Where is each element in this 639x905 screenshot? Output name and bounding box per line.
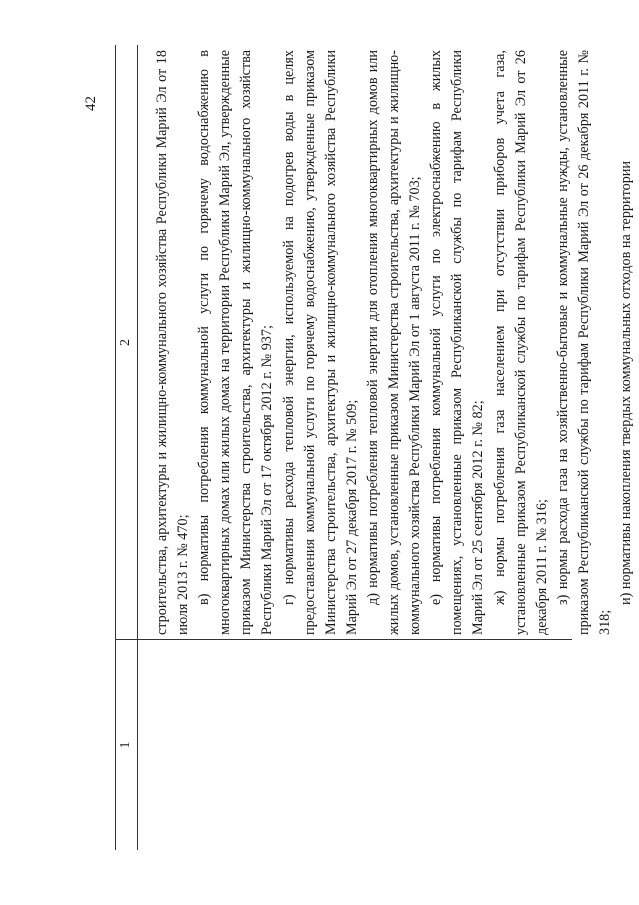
- paragraph-item-i: и) нормативы накопления твердых коммунальных отходов на территории: [618, 161, 635, 605]
- paragraph-continuation: строительства, архитектуры и жилищно-коммунального хозяйства Республики Марий Эл от 18 июля 2013 г. № 470;: [154, 50, 192, 635]
- paragraph-item-d: д) нормативы потребления тепловой энергии для отопления многоквартирных домов или жилых домов, установленные приказом Министерства строительства, архитектуры и жилищно-коммунального хозяйства Республики Марий Эл от 1 августа 2011 г. № 703;: [364, 50, 424, 635]
- column-header-1: 1: [118, 741, 133, 749]
- table-top-border: [115, 45, 116, 850]
- rotated-table: [115, 45, 635, 850]
- paragraph-item-e: е) нормативы потребления коммунальной услуги по электроснабжению в жилых помещениях, установленные приказом Республиканской службы по тарифам Республики Марий Эл от 25 сентября 2012 г. № 82;: [428, 50, 487, 635]
- paragraph-item-g: г) нормативы расхода тепловой энергии, используемой на подогрев воды в целях предоставления коммунальной услуги по горячему водоснабжению, утвержденные приказом Министерства строительства, архитектуры и жилищно-коммунального хозяйства Республики Марий Эл от 27 декабря 2017 г. № 509;: [280, 50, 360, 635]
- paragraph-item-z: з) нормы расхода газа на хозяйственно-бытовые и коммунальные нужды, установленные приказом Республиканской службы по тарифам Республики Марий Эл от 26 декабря 2011 г. № 318;: [554, 50, 613, 635]
- page-number: 42: [83, 96, 99, 111]
- column-2-content: [152, 50, 637, 635]
- column-divider: [115, 639, 572, 640]
- paragraph-item-v: в) нормативы потребления коммунальной услуги по горячему водоснабжению в многоквартирных домах или жилых домах на территории Республики Марий Эл, утвержденные приказом Министерства строительства, архитектуры и жилищно-коммунального хозяйства Республики Марий Эл от 17 октября 2012 г. № 937;: [196, 50, 276, 635]
- column-header-2: 2: [118, 339, 133, 346]
- paragraph-item-zh: ж) нормы потребления газа населением при отсутствии приборов учета газа, установленные приказом Республиканской службы по тарифам Республики Марий Эл от 26 декабря 2011 г. № 316;: [491, 50, 550, 635]
- table-header-divider: [137, 45, 138, 850]
